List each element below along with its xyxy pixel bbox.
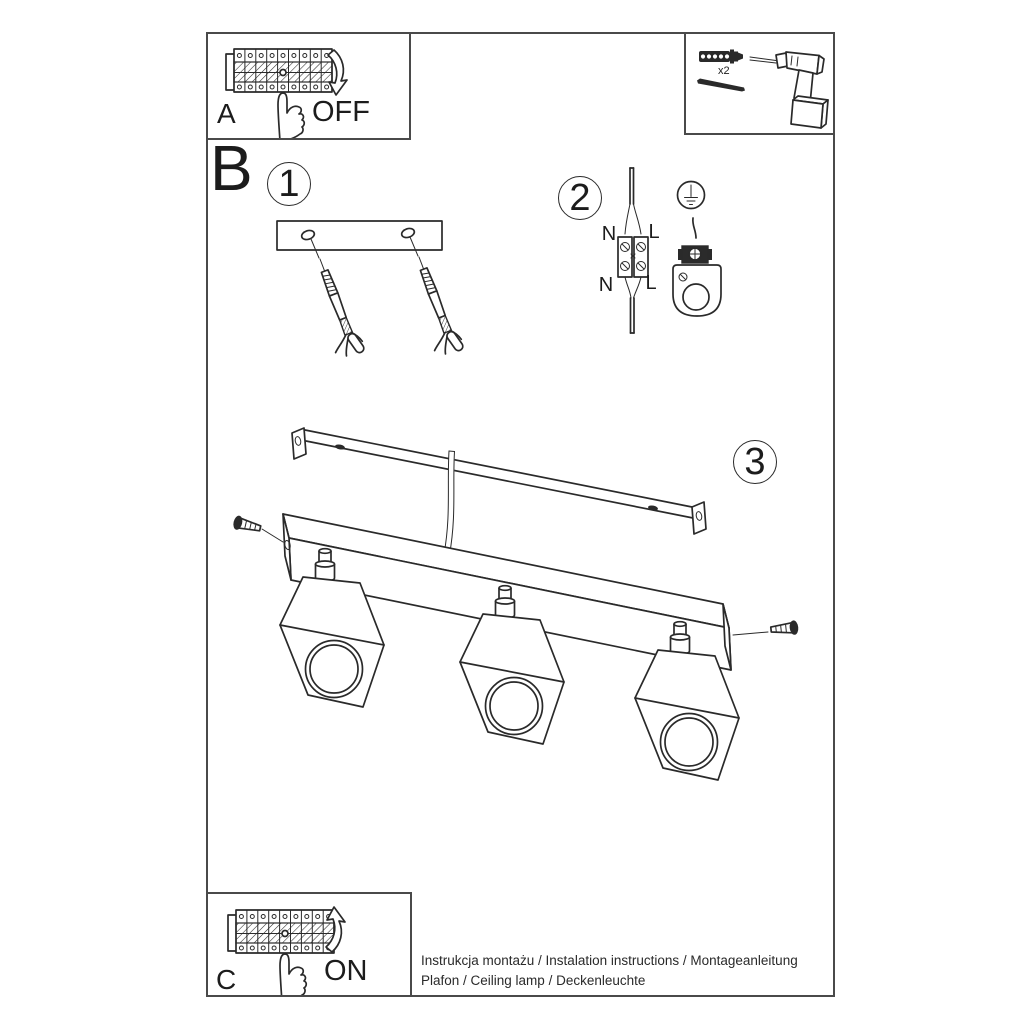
mounting-rail: [292, 428, 706, 534]
ground-symbol-icon: [678, 182, 705, 209]
step-3-badge: 3: [733, 440, 777, 484]
ground-wire: [693, 218, 696, 238]
tools-illustration: [686, 34, 833, 133]
breaker-on-illustration: [208, 894, 410, 995]
footer-instructions: [421, 951, 798, 990]
side-screw-right: [733, 620, 799, 637]
step-2-badge: 2: [558, 176, 602, 220]
label-c: C: [216, 964, 237, 995]
label-a: A: [217, 98, 236, 129]
label-x2: x2: [718, 65, 730, 77]
ground-terminal: [678, 246, 712, 263]
step-1-badge: 1: [267, 162, 311, 206]
drill-icon: [750, 52, 828, 128]
lamp-assembly-diagram: [228, 408, 813, 803]
footer-line-1: Instrukcja montażu / Instalation instructions / Montageanleitung: [421, 953, 798, 968]
side-screw-left: [232, 515, 283, 542]
breaker-panel-icon: [228, 910, 334, 995]
wire-label-l-bottom: L: [645, 272, 657, 294]
breaker-off-illustration: [208, 34, 409, 138]
wall-plug-icon: [699, 50, 743, 64]
screw-icon: [697, 79, 745, 92]
supply-cable-top: [625, 168, 641, 234]
wiring-diagram: [592, 158, 732, 343]
wire-label-n-top: N: [601, 223, 617, 245]
power-on-box: [206, 892, 412, 997]
power-off-box: [206, 32, 411, 140]
ground-bracket: [673, 265, 721, 316]
wire-label-n-bottom: N: [598, 274, 614, 296]
mounting-plate-diagram: [262, 212, 477, 367]
wire-label-l-top: L: [648, 221, 660, 243]
footer-line-2: Plafon / Ceiling lamp / Deckenleuchte: [421, 972, 646, 988]
anchor-screw-right: [401, 253, 465, 359]
label-on: ON: [324, 955, 368, 987]
anchor-screw-left: [302, 255, 366, 361]
label-off: OFF: [312, 96, 370, 128]
power-cable: [444, 451, 455, 555]
terminal-block: [618, 237, 648, 277]
tools-box: [684, 32, 835, 135]
section-label-b: B: [210, 132, 253, 204]
lamp-cable-bottom: [625, 277, 641, 333]
